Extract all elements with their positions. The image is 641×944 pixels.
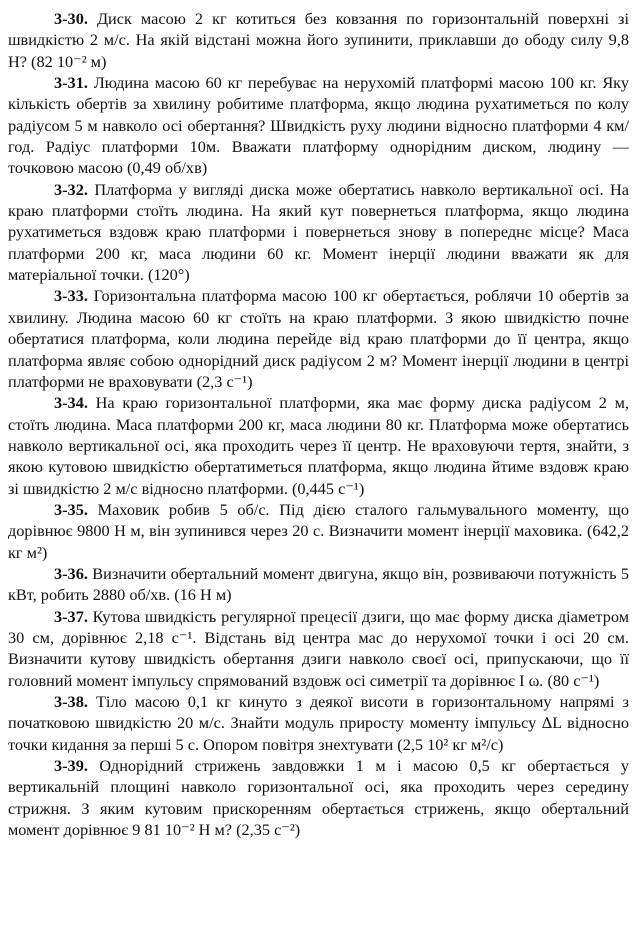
problem-text: На краю горизонтальної платформи, яка має форму диска радіусом 2 м, стоїть людина. Маса платформи 200 кг, маса людини 80 кг. Платформа може обертатись навколо вертикальної осі, яка проходить через її центр. Не враховуючи тертя, знайти, з якою кутовою швидкістю обертатиметься платформа, якщо людина йтиме вздовж краю зі швидкістю 2 м/с відносно платформи. (0,445 с⁻¹) (8, 393, 629, 498)
problem-number: 3-36. (54, 563, 88, 583)
problem-text: Визначити обертальний момент двигуна, якщо він, розвиваючи потужність 5 кВт, робить 2880 об/хв. (16 Н м) (8, 563, 629, 605)
problem-number: 3-39. (54, 756, 88, 776)
problem-text: Платформа у вигляді диска може обертатись навколо вертикальної осі. На краю платформи стоїть людина. На який кут повернеться платформа, якщо людина рухатиметься вздовж краю платформи і повернеться знову в попереднє місце? Маса платформи 200 кг, маса людини 60 кг. Момент інерції людини вважати як для матеріальної точки. (120°) (8, 179, 629, 285)
problem-3-36 (8, 563, 629, 606)
problem-number: 3-32. (54, 179, 88, 199)
problem-3-38 (8, 691, 629, 755)
problem-text: Тіло масою 0,1 кг кинуто з деякої висоти в горизонтальному напрямі з початковою швидкістю 20 м/с. Знайти модуль приросту моменту імпульсу ΔL відносно точки кидання за перші 5 с. Опором повітря знехтувати (2,5 10² кг м²/с) (8, 692, 629, 754)
problem-number: 3-37. (54, 606, 88, 626)
problem-text: Диск масою 2 кг котиться без ковзання по горизонтальній поверхні зі швидкістю 2 м/с. На якій відстані можна його зупинити, приклавши до ободу силу 9,8 Н? (82 10⁻² м) (8, 9, 629, 71)
problem-3-34 (8, 392, 629, 499)
problem-3-31 (8, 72, 629, 179)
problem-number: 3-35. (54, 499, 88, 519)
problem-text: Людина масою 60 кг перебуває на нерухомій платформі масою 100 кг. Яку кількість обертів за хвилину робитиме платформа, якщо людина рухатиметься по колу радіусом 5 м навколо осі обертання? Швидкість руху людини відносно платформи 4 км/год. Радіус платформи 10м. Вважати платформу однорідним диском, людину — точковою масою (0,49 об/хв) (8, 73, 629, 178)
problem-number: 3-31. (54, 73, 88, 93)
problem-number: 3-38. (54, 692, 88, 711)
problem-text: Маховик робив 5 об/с. Під дією сталого гальмувального моменту, що дорівнює 9800 Н м, він зупинився через 20 с. Визначити момент інерції маховика. (642,2 кг м²) (8, 499, 629, 562)
problem-3-35 (8, 499, 629, 563)
problem-number: 3-30. (54, 9, 88, 28)
problem-text: Горизонтальна платформа масою 100 кг обертається, роблячи 10 обертів за хвилину. Людина масою 60 кг стоїть на краю платформи. З якою швидкістю почне обертатися платформа, коли людина перейде від краю платформи до її центра, якщо платформа являє собою однорідний диск радіусом 2 м? Момент інерції людини в центрі платформи не враховувати (2,3 с⁻¹) (8, 286, 629, 391)
problem-number: 3-34. (54, 393, 88, 413)
problem-3-32 (8, 179, 629, 286)
problem-text: Однорідний стрижень завдовжки 1 м і масою 0,5 кг обертається у вертикальній площині навколо горизонтальної осі, яка проходить через середину стрижня. З яким кутовим прискоренням обертається стрижень, якщо обертальний момент дорівнює 9 81 10⁻² Н м? (2,35 с⁻²) (8, 756, 629, 840)
problem-3-37 (8, 606, 629, 691)
problem-3-30 (8, 8, 629, 72)
problem-number: 3-33. (54, 286, 88, 306)
problem-3-33 (8, 285, 629, 392)
problem-text: Кутова швидкість регулярної прецесії дзиги, що має форму диска діаметром 30 см, дорівнює 2,18 с⁻¹. Відстань від центра мас до нерухомої точки і осі 20 см. Визначити кутову швидкість обертання дзиги навколо своєї осі, припускаючи, що її головний момент імпульсу спрямований вздовж осі симетрії та дорівнює I ω. (80 с⁻¹) (8, 606, 629, 690)
problem-3-39 (8, 755, 629, 840)
